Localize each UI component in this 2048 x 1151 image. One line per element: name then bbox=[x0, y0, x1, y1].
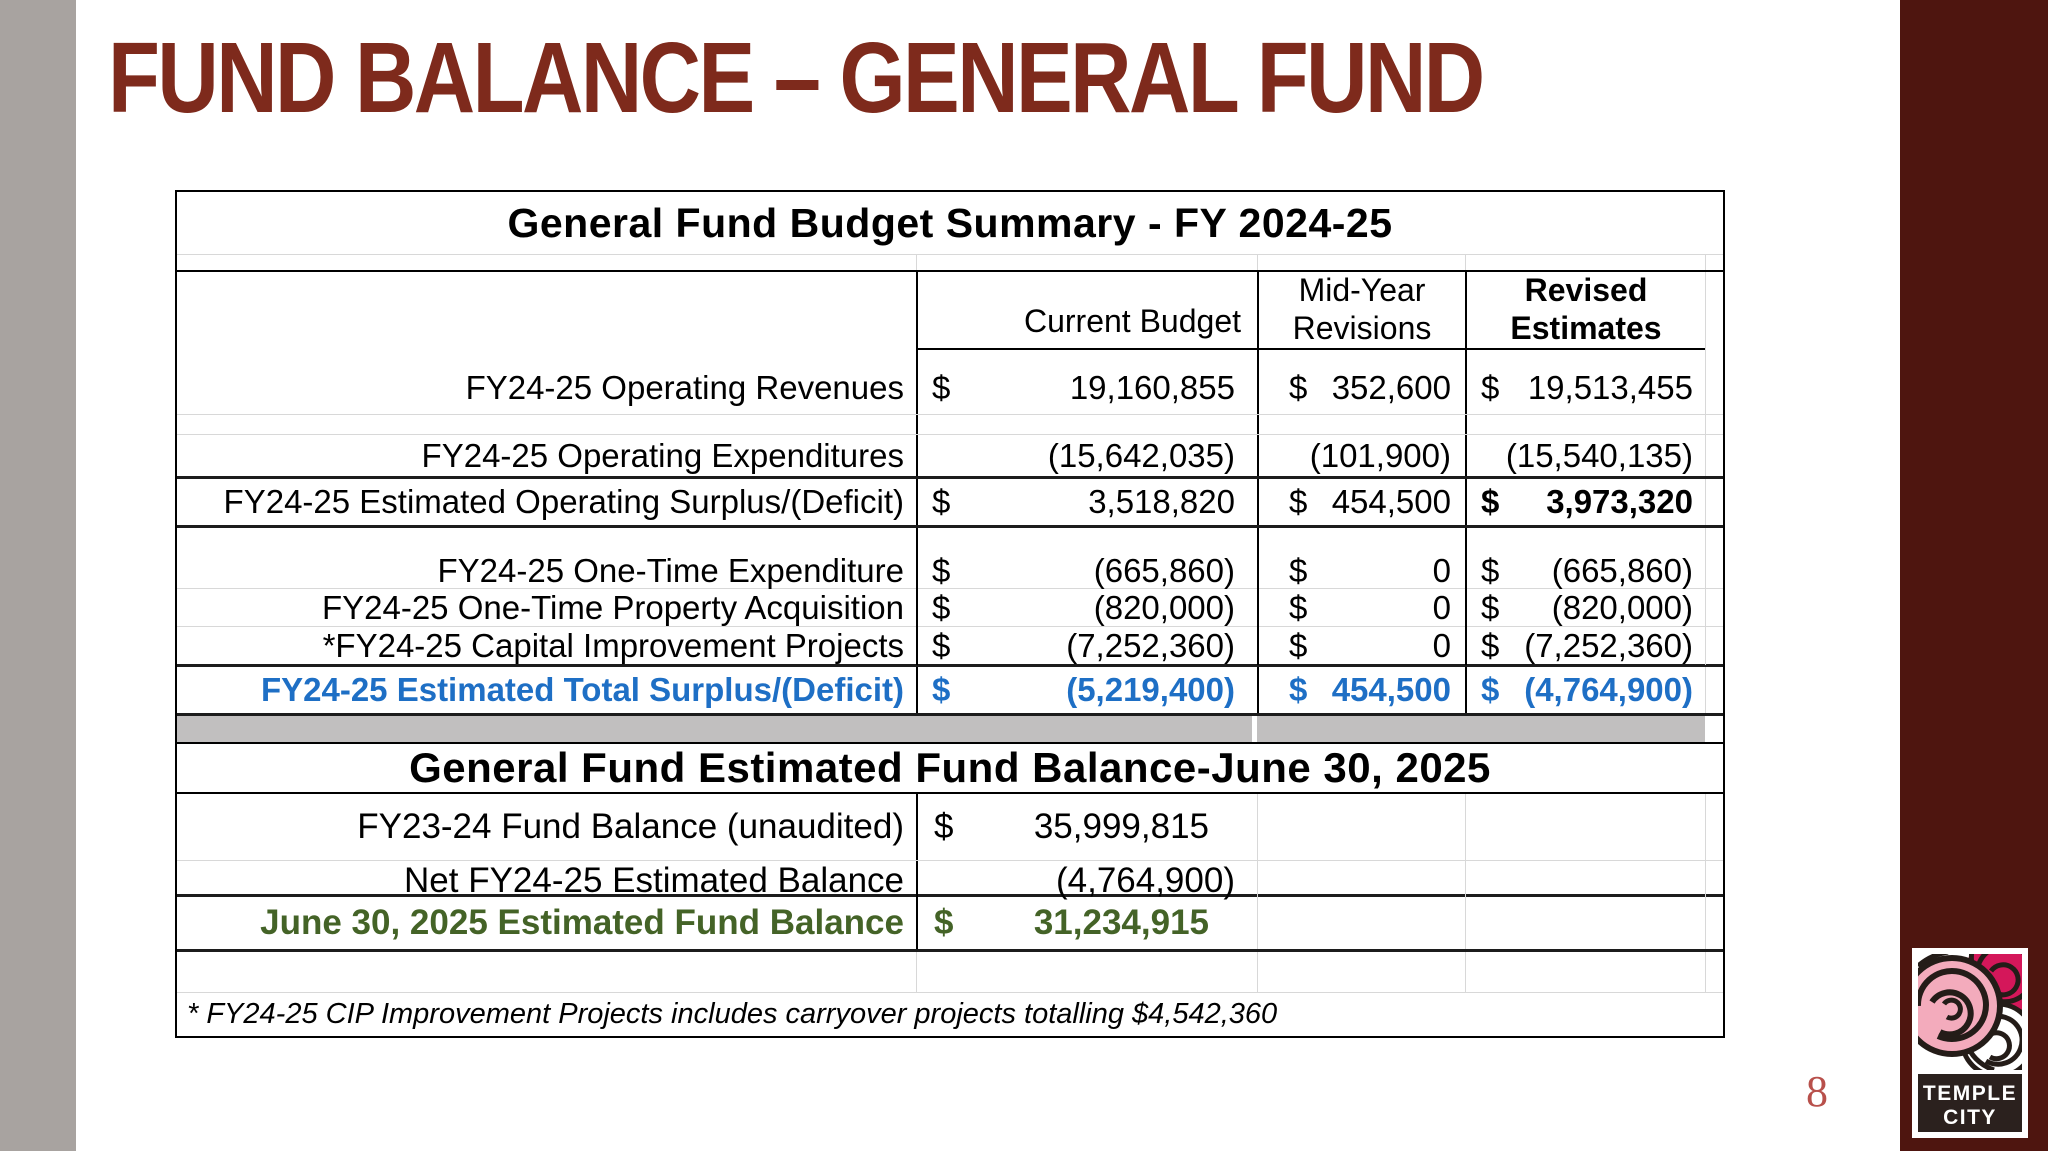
row-label: FY24-25 One-Time Expenditure bbox=[437, 552, 904, 589]
subtotal-row bbox=[177, 476, 1723, 528]
footnote-text: * FY24-25 CIP Improvement Projects includes carryover projects totalling $4,542,360 bbox=[187, 998, 1278, 1030]
column-header-row bbox=[177, 270, 1723, 348]
temple-city-flower-icon bbox=[1912, 948, 2028, 1138]
spacer-row bbox=[177, 528, 1723, 552]
revised-estimate-cell: (15,540,135) bbox=[1465, 435, 1705, 476]
table-row bbox=[177, 362, 1723, 414]
balance-value-cell: (4,764,900) bbox=[916, 861, 1257, 901]
table-row bbox=[177, 552, 1723, 588]
page-number: 8 bbox=[1806, 1067, 1828, 1116]
mid-year-cell: $ 0 bbox=[1257, 589, 1465, 627]
row-label: FY24-25 Operating Expenditures bbox=[421, 436, 904, 474]
current-budget-cell: $ (5,219,400) bbox=[916, 667, 1257, 713]
logo-text-line1: TEMPLE bbox=[1922, 1082, 2018, 1105]
header-current-budget: Current Budget bbox=[916, 272, 1257, 350]
mid-year-cell: $ 352,600 bbox=[1257, 362, 1465, 414]
footnote-row bbox=[177, 992, 1723, 1036]
current-budget-cell: (15,642,035) bbox=[916, 435, 1257, 476]
slide-title: FUND BALANCE – GENERAL FUND bbox=[108, 22, 1483, 134]
revised-estimate-cell: $ (820,000) bbox=[1465, 589, 1705, 627]
row-label: June 30, 2025 Estimated Fund Balance bbox=[260, 903, 904, 942]
total-row bbox=[177, 664, 1723, 716]
mid-year-cell: $ 0 bbox=[1257, 552, 1465, 590]
spacer-row bbox=[177, 254, 1723, 270]
section-title: General Fund Estimated Fund Balance-June 30, 2025 bbox=[409, 744, 1491, 791]
revised-estimate-cell: $ (7,252,360) bbox=[1465, 627, 1705, 665]
revised-estimate-cell: $ (665,860) bbox=[1465, 552, 1705, 590]
row-label: FY24-25 Operating Revenues bbox=[465, 369, 904, 406]
table-row bbox=[177, 794, 1723, 860]
row-label: FY24-25 Estimated Total Surplus/(Deficit) bbox=[260, 671, 904, 708]
budget-summary-table bbox=[175, 190, 1725, 1038]
current-budget-cell: $ 3,518,820 bbox=[916, 479, 1257, 525]
left-gray-band bbox=[0, 0, 76, 1151]
mid-year-cell: $ 454,500 bbox=[1257, 479, 1465, 525]
mid-year-cell: $ 0 bbox=[1257, 627, 1465, 665]
current-budget-cell: $ (7,252,360) bbox=[916, 627, 1257, 665]
gray-separator-band bbox=[177, 716, 1723, 742]
spacer-row bbox=[177, 414, 1723, 434]
table-row bbox=[177, 860, 1723, 900]
row-label: *FY24-25 Capital Improvement Projects bbox=[322, 627, 904, 664]
mid-year-cell: (101,900) bbox=[1257, 435, 1465, 476]
row-label: FY24-25 Estimated Operating Surplus/(Deficit) bbox=[223, 483, 904, 520]
revised-estimate-cell: $ 3,973,320 bbox=[1465, 479, 1705, 525]
fund-balance-section-header bbox=[177, 742, 1723, 794]
header-revised-estimates: Revised Estimates bbox=[1465, 272, 1705, 350]
row-label: FY23-24 Fund Balance (unaudited) bbox=[357, 807, 904, 846]
logo-text-line2: CITY bbox=[1943, 1106, 1997, 1129]
table-title-row bbox=[177, 192, 1723, 254]
balance-value-cell: $ 35,999,815 bbox=[916, 794, 1257, 860]
revised-estimate-cell: $ (4,764,900) bbox=[1465, 667, 1705, 713]
table-title: General Fund Budget Summary - FY 2024-25 bbox=[507, 199, 1393, 246]
table-row bbox=[177, 588, 1723, 626]
spacer-row bbox=[177, 348, 1723, 362]
table-row bbox=[177, 626, 1723, 664]
current-budget-cell: $ (665,860) bbox=[916, 552, 1257, 590]
revised-estimate-cell: $ 19,513,455 bbox=[1465, 362, 1705, 414]
estimated-fund-balance-row bbox=[177, 894, 1723, 952]
balance-value-cell: $ 31,234,915 bbox=[916, 897, 1257, 949]
header-mid-year-revisions: Mid-Year Revisions bbox=[1257, 272, 1465, 350]
spacer-row bbox=[177, 952, 1723, 992]
table-row bbox=[177, 434, 1723, 476]
mid-year-cell: $ 454,500 bbox=[1257, 667, 1465, 713]
row-label: Net FY24-25 Estimated Balance bbox=[404, 861, 904, 900]
current-budget-cell: $ 19,160,855 bbox=[916, 362, 1257, 414]
row-label: FY24-25 One-Time Property Acquisition bbox=[321, 589, 904, 626]
temple-city-logo bbox=[1912, 948, 2028, 1138]
current-budget-cell: $ (820,000) bbox=[916, 589, 1257, 627]
